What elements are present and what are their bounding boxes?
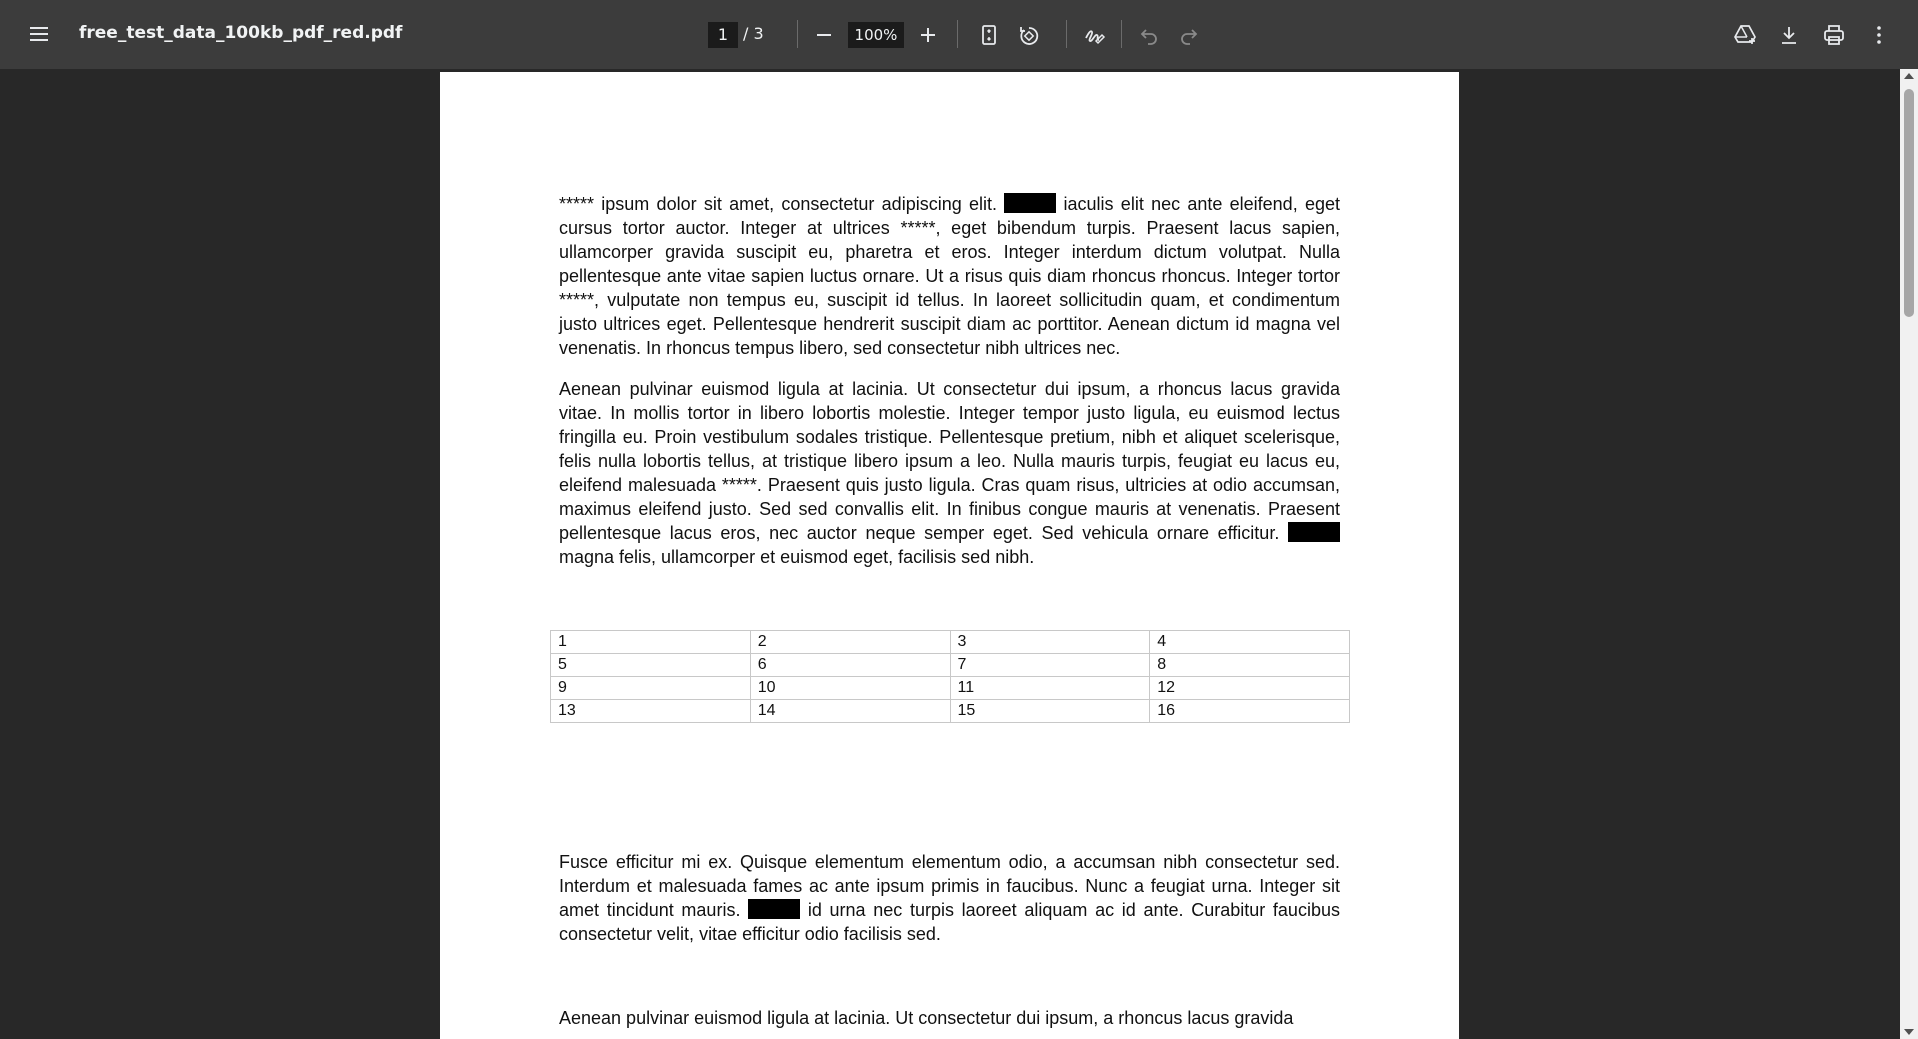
paragraph-text: id urna nec turpis laoreet aliquam ac id ante. Curabitur faucibus consectetur velit, vitae efficitur odio facilisis sed. (559, 900, 1340, 944)
table-cell: 13 (551, 700, 751, 723)
pdf-toolbar (0, 0, 1918, 69)
print-icon (1822, 23, 1846, 47)
undo-icon (1137, 23, 1161, 47)
paragraph-text: Aenean pulvinar euismod ligula at lacinia. Ut consectetur dui ipsum, a rhoncus lacus gravida vitae. In mollis tortor in libero lobortis molestie. Integer tempor justo ligula, eu euismod lectus fringilla eu. Proin vestibulum sodales tristique. Pellentesque pretium, nibh et aliquet scelerisque, felis nulla lobortis tellus, at tristique libero ipsum a leo. Nulla mauris turpis, feugiat eu lacus eu, eleifend malesuada *****. Praesent quis justo ligula. Cras quam risus, ultricies at odio accumsan, maximus eleifend justo. Sed sed convallis elit. In finibus congue mauris at venenatis. Praesent pellentesque lacus eros, nec auctor neque semper eget. Sed vehicula ornare efficitur. (559, 379, 1340, 543)
menu-button[interactable] (21, 16, 57, 52)
toolbar-divider (957, 20, 958, 48)
scroll-down-arrow[interactable] (1904, 1029, 1914, 1035)
print-button[interactable] (1816, 17, 1852, 53)
toolbar-divider (1121, 20, 1122, 48)
table-cell: 11 (950, 677, 1150, 700)
table-cell: 9 (551, 677, 751, 700)
plus-icon (916, 23, 940, 47)
table-row (551, 631, 1350, 654)
paragraph-text: iaculis elit nec ante eleifend, eget cursus tortor auctor. Integer at ultrices *****, eget bibendum turpis. Praesent lacus sapien, ullamcorper gravida suscipit eu, pharetra et eros. Integer interdum dictum volutpat. Nulla pellentesque ante vitae sapien luctus ornare. Ut a risus quis diam rhoncus rhoncus. Integer tortor *****, vulputate non tempus eu, suscipit id tellus. In laoreet sollicitudin quam, et condimentum justo ultrices eget. Pellentesque hendrerit suscipit diam ac porttitor. Aenean dictum id magna vel venenatis. In rhoncus tempus libero, sed consectetur nibh ultrices nec. (559, 194, 1340, 358)
zoom-out-button[interactable] (806, 17, 842, 53)
toolbar-divider (1066, 20, 1067, 48)
hamburger-menu-icon (27, 22, 51, 46)
table-cell: 6 (750, 654, 950, 677)
redaction-box (748, 899, 800, 919)
save-to-drive-icon (1733, 23, 1757, 47)
redaction-box (1288, 522, 1340, 542)
paragraph (559, 377, 1340, 569)
table-cell: 14 (750, 700, 950, 723)
table-cell: 10 (750, 677, 950, 700)
table-cell: 8 (1150, 654, 1350, 677)
undo-button[interactable] (1131, 17, 1167, 53)
more-options-button[interactable] (1861, 17, 1897, 53)
zoom-level-input[interactable]: 100% (848, 22, 904, 48)
fit-to-page-button[interactable] (971, 17, 1007, 53)
scroll-up-arrow[interactable] (1904, 73, 1914, 79)
table-cell: 5 (551, 654, 751, 677)
draw-icon (1083, 23, 1107, 47)
paragraph (559, 850, 1340, 946)
data-table (550, 630, 1350, 723)
toolbar-divider (797, 20, 798, 48)
scroll-thumb[interactable] (1904, 89, 1914, 317)
table-cell: 16 (1150, 700, 1350, 723)
page-total: / 3 (743, 24, 764, 43)
rotate-button[interactable] (1011, 17, 1047, 53)
table-cell: 2 (750, 631, 950, 654)
redaction-box (1004, 193, 1056, 213)
paragraph-text: magna felis, ullamcorper et euismod eget, facilisis sed nibh. (559, 547, 1035, 567)
document-title: free_test_data_100kb_pdf_red.pdf (79, 23, 403, 43)
save-to-drive-button[interactable] (1727, 17, 1763, 53)
fit-to-page-icon (977, 23, 1001, 47)
paragraph-text: ***** ipsum dolor sit amet, consectetur adipiscing elit. (559, 194, 997, 214)
table-cell: 15 (950, 700, 1150, 723)
download-button[interactable] (1771, 17, 1807, 53)
table-cell: 4 (1150, 631, 1350, 654)
table-row (551, 654, 1350, 677)
vertical-scrollbar[interactable] (1900, 69, 1918, 1039)
paragraph-text: Fusce efficitur mi ex. Quisque elementum elementum odio, a accumsan nibh consectetur sed. Interdum et malesuada fames ac ante ipsum primis in faucibus. Nunc a feugiat urna. Integer sit amet tincidunt mauris. (559, 852, 1340, 920)
paragraph (559, 1006, 1340, 1030)
pdf-page (440, 72, 1459, 1039)
table-cell: 12 (1150, 677, 1350, 700)
redo-button[interactable] (1171, 17, 1207, 53)
paragraph-text: Aenean pulvinar euismod ligula at lacinia. Ut consectetur dui ipsum, a rhoncus lacus gravida (559, 1008, 1294, 1028)
minus-icon (812, 23, 836, 47)
page-number-input[interactable]: 1 (708, 22, 738, 48)
table-cell: 7 (950, 654, 1150, 677)
table-row (551, 700, 1350, 723)
annotate-button[interactable] (1077, 17, 1113, 53)
download-icon (1777, 23, 1801, 47)
more-vert-icon (1867, 23, 1891, 47)
rotate-icon (1017, 23, 1041, 47)
paragraph (559, 192, 1340, 360)
table-row (551, 677, 1350, 700)
zoom-in-button[interactable] (910, 17, 946, 53)
table-cell: 1 (551, 631, 751, 654)
table-cell: 3 (950, 631, 1150, 654)
redo-icon (1177, 23, 1201, 47)
